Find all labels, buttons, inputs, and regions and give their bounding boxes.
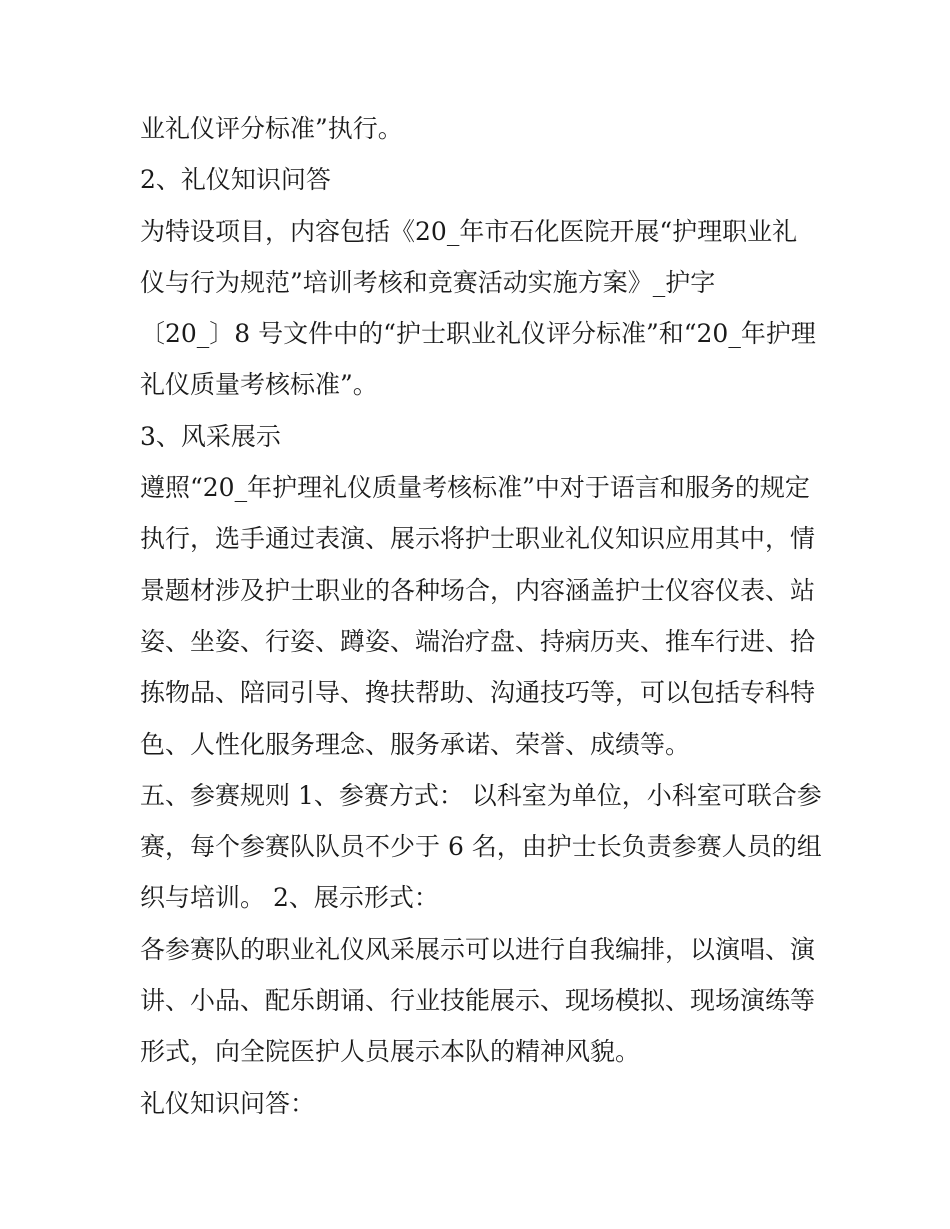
text-line: 遵照“20_年护理礼仪质量考核标准”中对于语言和服务的规定: [140, 473, 810, 503]
text-line: 赛，每个参赛队队员不少于 6 名，由护士长负责参赛人员的组: [140, 832, 822, 862]
document-body: [140, 103, 820, 1129]
text-line: 讲、小品、配乐朗诵、行业技能展示、现场模拟、现场演练等: [140, 986, 816, 1016]
section-heading: 礼仪知识问答：: [140, 1088, 316, 1118]
section-heading: 2、礼仪知识问答: [140, 165, 331, 195]
text-line: 姿、坐姿、行姿、蹲姿、端治疗盘、持病历夹、推车行进、拾: [140, 626, 816, 656]
text-line: 〔20_〕8 号文件中的“护士职业礼仪评分标准”和“20_年护理: [140, 319, 816, 349]
text-line: 业礼仪评分标准”执行。: [140, 114, 403, 143]
text-line: 执行，选手通过表演、展示将护士职业礼仪知识应用其中，情: [140, 524, 816, 554]
text-line: 礼仪质量考核标准”。: [140, 370, 378, 400]
text-line: 为特设项目，内容包括《20_年市石化医院开展“护理职业礼: [140, 216, 798, 246]
text-line: 景题材涉及护士职业的各种场合，内容涵盖护士仪容仪表、站: [140, 575, 816, 605]
text-line: 五、参赛规则 1、参赛方式： 以科室为单位，小科室可联合参: [140, 780, 822, 810]
text-line: 形式，向全院医护人员展示本队的精神风貌。: [140, 1037, 641, 1067]
text-line: 各参赛队的职业礼仪风采展示可以进行自我编排，以演唱、演: [140, 934, 816, 964]
text-line: 仪与行为规范”培训考核和竞赛活动实施方案》_护字: [140, 267, 716, 297]
text-line: 织与培训。 2、展示形式：: [140, 883, 439, 913]
text-line: 色、人性化服务理念、服务承诺、荣誉、成绩等。: [140, 729, 691, 759]
text-line: 拣物品、陪同引导、搀扶帮助、沟通技巧等，可以包括专科特: [140, 678, 816, 708]
section-heading: 3、风采展示: [140, 421, 281, 451]
